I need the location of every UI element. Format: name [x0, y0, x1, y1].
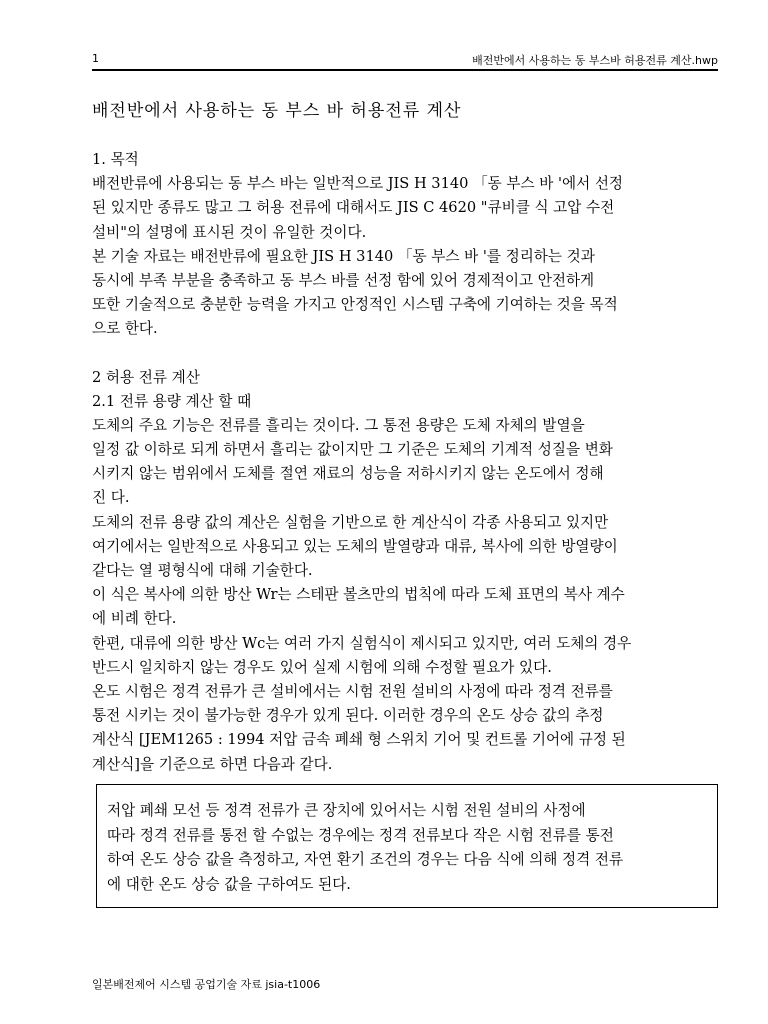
body-line: 이 식은 복사에 의한 방산 Wr는 스테판 볼츠만의 법칙에 따라 도체 표면의 복사 계수 [92, 586, 625, 604]
body-line: 2.1 전류 용량 계산 할 때 [92, 392, 252, 410]
body-line: 일정 값 이하로 되게 하면서 흘리는 값이지만 그 기준은 도체의 기계적 성질을 변화 [92, 441, 613, 459]
body-line: 설비"의 설명에 표시된 것이 유일한 것이다. [92, 223, 367, 241]
page-header [92, 50, 718, 68]
body-line: 된 있지만 종류도 많고 그 허용 전류에 대해서도 JIS C 4620 "큐비클 식 고압 수전 [92, 199, 615, 217]
body-line: 온도 시험은 정격 전류가 큰 설비에서는 시험 전원 설비의 사정에 따라 정격 전류를 [92, 682, 613, 700]
note-line: 에 대한 온도 상승 값을 구하여도 된다. [107, 875, 351, 893]
body-line: 한편, 대류에 의한 방산 Wc는 여러 가지 실험식이 제시되고 있지만, 여러 도체의 경우 [92, 634, 632, 652]
note-box [96, 784, 718, 908]
body-line: 진 다. [92, 489, 130, 507]
page-number: 1 [92, 52, 99, 65]
body-line: 1. 목적 [92, 151, 139, 168]
body-line: 시키지 않는 범위에서 도체를 절연 재료의 성능을 저하시키지 않는 온도에서 정해 [92, 465, 604, 483]
header-rule [92, 69, 718, 71]
body-line: 통전 시키는 것이 불가능한 경우가 있게 된다. 이러한 경우의 온도 상승 값의 추정 [92, 707, 604, 725]
body-line: 배전반류에 사용되는 동 부스 바는 일반적으로 JIS H 3140 「동 부스 바 '에서 선정 [92, 175, 624, 193]
body-line: 에 비례 한다. [92, 610, 177, 628]
body-line: 동시에 부족 부분을 충족하고 동 부스 바를 선정 함에 있어 경제적이고 안전하게 [92, 271, 595, 289]
body-line: 본 기술 자료는 배전반류에 필요한 JIS H 3140 「동 부스 바 '를 정리하는 것과 [92, 247, 595, 265]
body-line: 계산식]을 기준으로 하면 다음과 같다. [92, 755, 333, 773]
note-line: 따라 정격 전류를 통전 할 수없는 경우에는 정격 전류보다 작은 시험 전류를 통전 [107, 826, 614, 844]
body-line: 2 허용 전류 계산 [92, 368, 200, 386]
note-line: 저압 폐쇄 모선 등 정격 전류가 큰 장치에 있어서는 시험 전원 설비의 사정에 [107, 802, 586, 819]
body-line: 반드시 일치하지 않는 경우도 있어 실제 시험에 의해 수정할 필요가 있다. [92, 658, 552, 676]
document-body [92, 148, 722, 777]
body-line: 도체의 주요 기능은 전류를 흘리는 것이다. 그 통전 용량은 도체 자체의 발열을 [92, 416, 585, 434]
file-name: 배전반에서 사용하는 동 부스바 허용전류 계산.hwp [472, 54, 718, 67]
note-line: 하여 온도 상승 값을 측정하고, 자연 환기 조건의 경우는 다음 식에 의해 정격 전류 [107, 851, 624, 868]
body-line: 도체의 전류 용량 값의 계산은 실험을 기반으로 한 계산식이 각종 사용되고 있지만 [92, 513, 609, 531]
document-title: 배전반에서 사용하는 동 부스 바 허용전류 계산 [92, 101, 462, 121]
body-line: 으로 한다. [92, 320, 158, 338]
body-line: 또한 기술적으로 충분한 능력을 가지고 안정적인 시스템 구축에 기여하는 것을 목적 [92, 296, 618, 314]
body-line: 계산식 [JEM1265 : 1994 저압 금속 폐쇄 형 스위치 기어 및 컨트롤 기어에 규정 된 [92, 731, 626, 749]
blank-line [92, 342, 722, 366]
body-line: 같다는 열 평형식에 대해 기술한다. [92, 562, 313, 579]
page-footer: 일본배전제어 시스템 공업기술 자료 jsia-t1006 [92, 978, 321, 991]
body-line: 여기에서는 일반적으로 사용되고 있는 도체의 발열량과 대류, 복사에 의한 방열량이 [92, 537, 618, 555]
